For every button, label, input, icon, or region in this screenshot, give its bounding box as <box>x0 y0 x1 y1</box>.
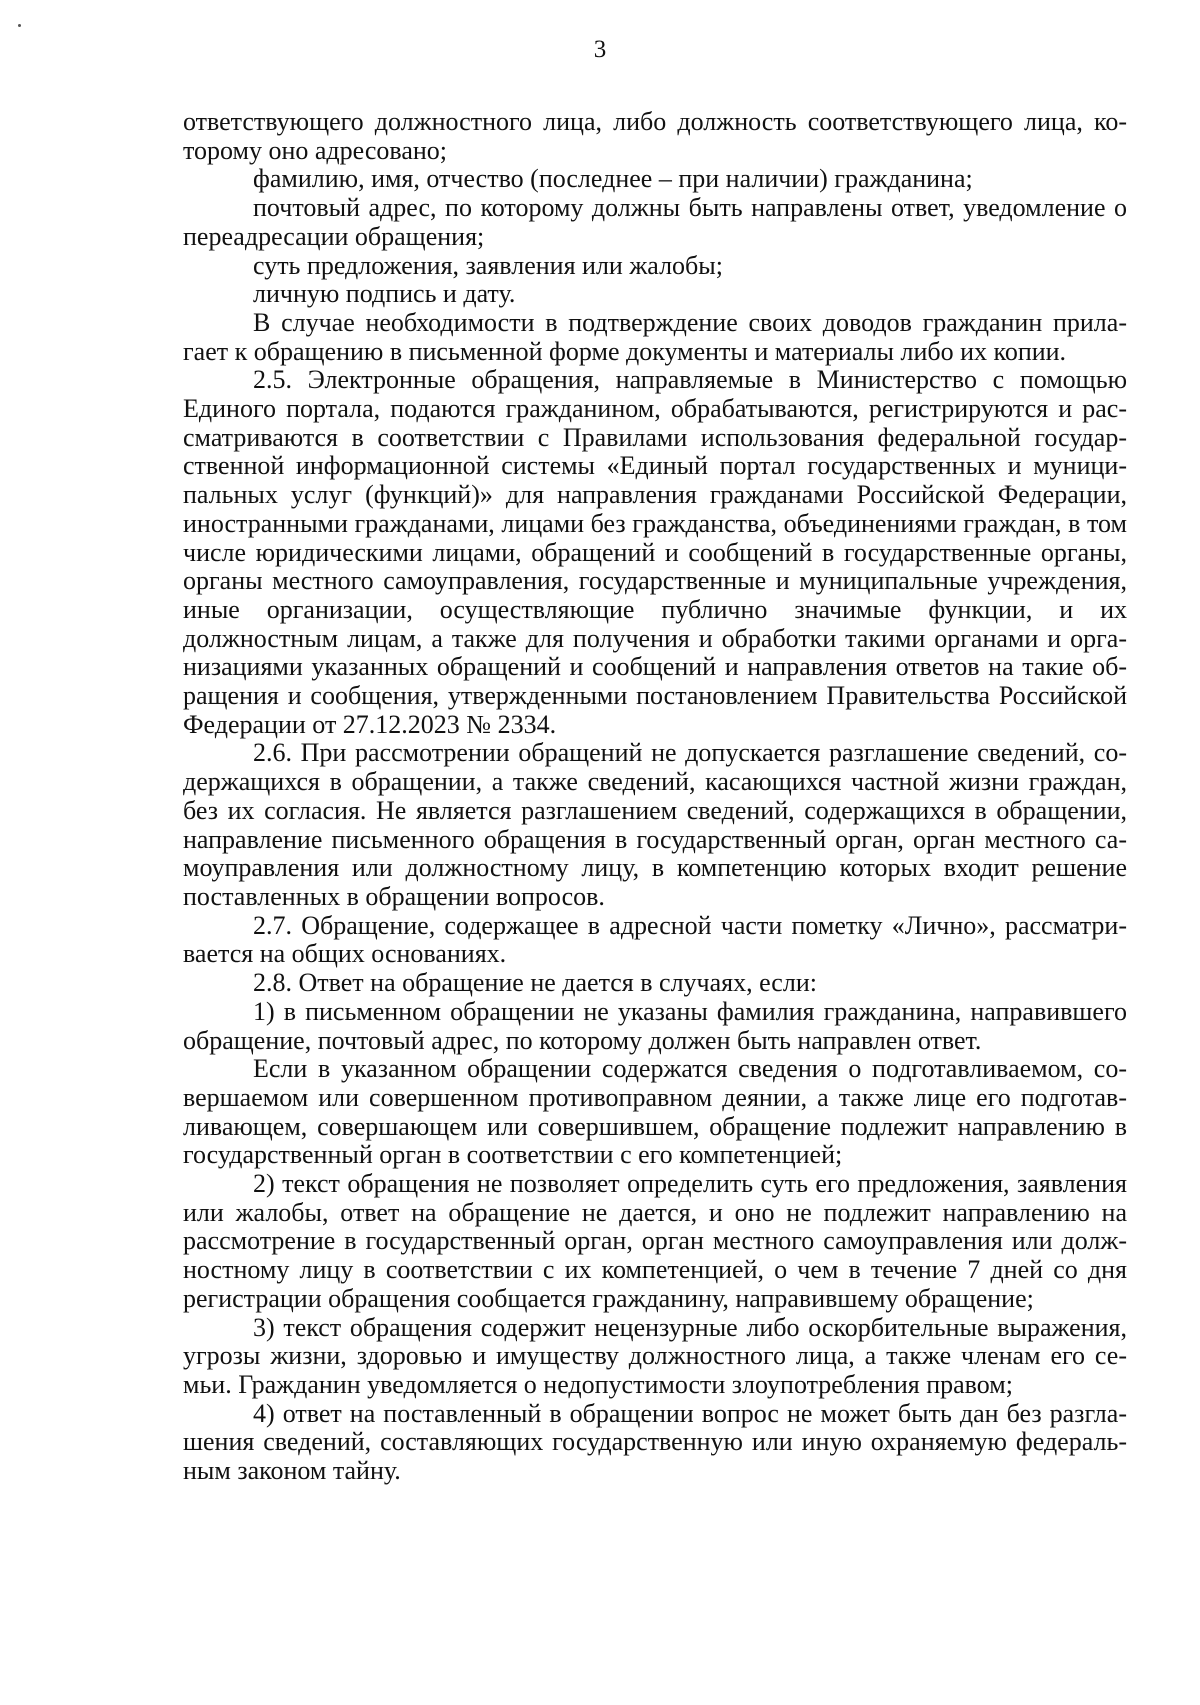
document-body <box>183 108 1127 1486</box>
paragraph-item-fio: фамилию, имя, отчество (последнее – при наличии) гражданина; <box>253 164 973 194</box>
paragraph-2-8-3: 3) текст обращения содержит нецензурные либо оскорбительные выражения, угрозы жизни, здоровью и имуществу должностного лица, а также членам его семьи. Гражданин уведомляется о недопустимости злоупотребления правом; <box>183 1312 1127 1399</box>
scan-speck <box>18 24 21 27</box>
page-number: 3 <box>593 36 607 63</box>
paragraph-attachments: В случае необходимости в подтверждение своих доводов гражданин прилагает к обращению в письменной форме документы и материалы либо их копии. <box>183 307 1127 366</box>
paragraph-2-8-2: 2) текст обращения не позволяет определить суть его предложения, заявления или жалобы, ответ на обращение не дается, и оно не подлежит направлению на рассмотрение в государственный орган, орган местного самоуправления или должностному лицу в соответствии с их компетенцией, о чем в течение 7 дней со дня регистрации обращения сообщается гражданину, направившему обращение; <box>183 1169 1127 1313</box>
paragraph-continuation: ответствующего должностного лица, либо должность соответствующего лица, которому оно адресовано; <box>183 107 1127 165</box>
paragraph-item-signature: личную подпись и дату. <box>253 279 516 309</box>
paragraph-2-8-1-note: Если в указанном обращении содержатся сведения о подготавливаемом, совершаемом или совершенном противоправном деянии, а также лице его подготавливающем, совершающем или совершившем, обращение подлежит направлению в государственный орган в соответствии с его компетенцией; <box>183 1054 1127 1170</box>
paragraph-2-8-1: 1) в письменном обращении не указаны фамилия гражданина, направившего обращение, почтовый адрес, по которому должен быть направлен ответ. <box>183 996 1127 1055</box>
paragraph-item-essence: суть предложения, заявления или жалобы; <box>253 250 723 280</box>
paragraph-2-6: 2.6. При рассмотрении обращений не допускается разглашение сведений, содержащихся в обращении, а также сведений, касающихся частной жизни граждан, без их согласия. Не является разглашением сведений, содержащихся в обращении, направление письменного обращения в государственный орган, орган местного самоуправления или должностному лицу, в компетенцию которых входит решение поставленных в обращении вопросов. <box>183 738 1127 911</box>
paragraph-2-5: 2.5. Электронные обращения, направляемые в Министерство с помощью Единого портала, подаются гражданином, обрабатываются, регистрируются и рассматриваются в соответствии с Правилами использования федеральной государственной информационной системы «Единый портал государственных и муниципальных услуг (функций)» для направления гражданами Российской Федерации, иностранными гражданами, лицами без гражданства, объединениями граждан, в том числе юридическими лицами, обращений и сообщений в государственные органы, органы местного самоуправления, государственные и муниципальные учреждения, иные организации, осуществляющие публично значимые функции, и их должностным лицам, а также для получения и обработки такими органами и организациями указанных обращений и сообщений и направления ответов на такие обращения и сообщения, утвержденными постановлением Правительства Российской Федерации от 27.12.2023 № 2334. <box>183 365 1127 739</box>
paragraph-item-address: почтовый адрес, по которому должны быть направлены ответ, уведомление о переадресации обращения; <box>183 193 1127 251</box>
paragraph-2-8: 2.8. Ответ на обращение не дается в случаях, если: <box>253 968 817 998</box>
paragraph-2-7: 2.7. Обращение, содержащее в адресной части пометку «Лично», рассматривается на общих основаниях. <box>183 910 1127 969</box>
paragraph-2-8-4: 4) ответ на поставленный в обращении вопрос не может быть дан без разглашения сведений, составляющих государственную или иную охраняемую федеральным законом тайну. <box>183 1398 1127 1486</box>
